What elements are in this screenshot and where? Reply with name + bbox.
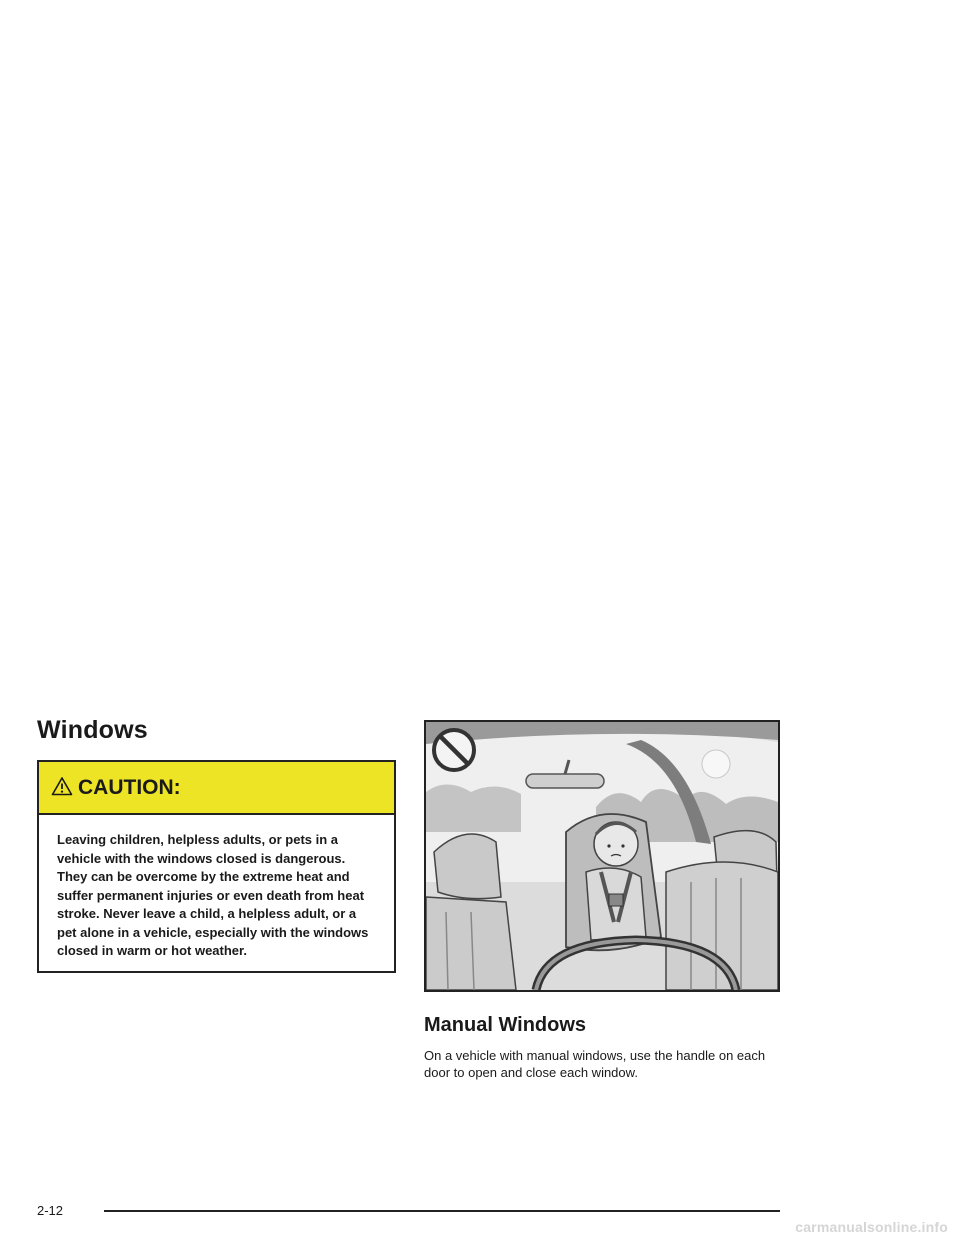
section-title: Windows	[37, 716, 148, 744]
manual-windows-text: On a vehicle with manual windows, use the handle on each door to open and close each window.	[424, 1048, 766, 1080]
page-number: 2-12	[37, 1203, 64, 1218]
child-in-car-seat-illustration	[424, 720, 780, 992]
manual-windows-title: Manual Windows	[424, 1014, 587, 1036]
caution-text: Leaving children, helpless adults, or pets in a vehicle with the windows closed is dangerous. They can be overcome by the extreme heat and suffer permanent injuries or even death from heat stroke. Never leave a child, a helpless adult, or a pet alone in a vehicle, especially with the windows closed in warm or hot weather.	[57, 832, 369, 958]
footer-rule	[104, 1210, 780, 1212]
caution-label: CAUTION:	[78, 775, 181, 799]
car-interior-drawing	[426, 722, 778, 990]
prohibition-icon	[434, 730, 474, 770]
watermark: carmanualsonline.info	[795, 1219, 948, 1235]
warning-triangle-icon	[51, 776, 73, 796]
caution-header	[39, 762, 394, 815]
caution-box	[37, 760, 396, 973]
